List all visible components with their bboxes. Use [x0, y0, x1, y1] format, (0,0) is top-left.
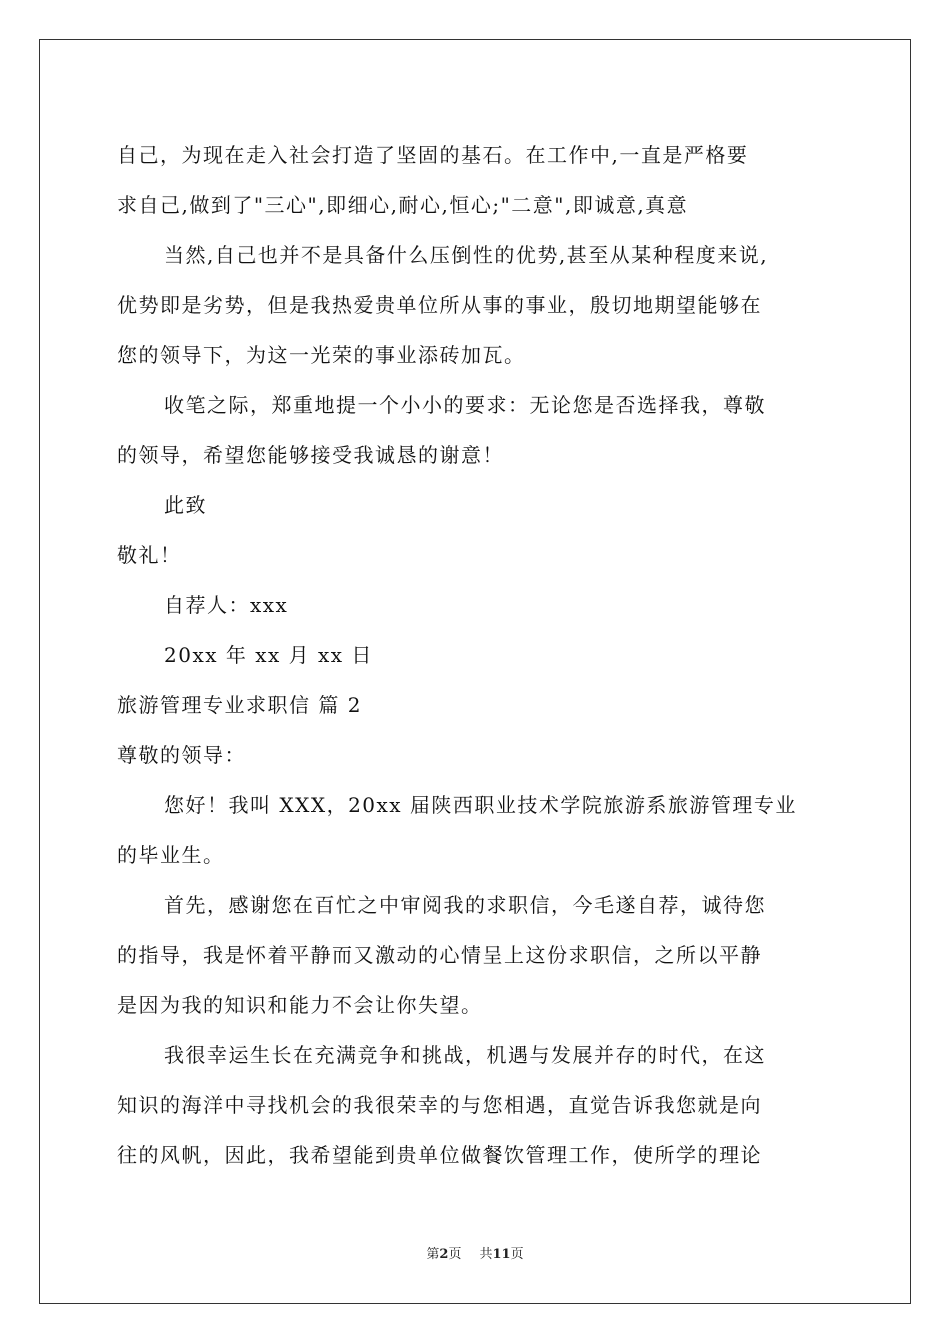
text-line: 的毕业生。	[117, 843, 225, 867]
text-line: 首先，感谢您在百忙之中审阅我的求职信，今毛遂自荐，诚待您	[164, 893, 766, 917]
page-footer	[0, 1247, 950, 1263]
total-suffix: 页	[510, 1247, 524, 1262]
greeting-line: 尊敬的领导：	[117, 743, 246, 767]
text-line: 的指导，我是怀着平静而又激动的心情呈上这份求职信，之所以平静	[117, 943, 762, 967]
text-line: 您好！我叫 XXX，20xx 届陕西职业技术学院旅游系旅游管理专业	[164, 793, 797, 817]
signature-line: 自荐人：xxx	[164, 593, 289, 617]
text-line: 您的领导下，为这一光荣的事业添砖加瓦。	[117, 343, 526, 367]
total-prefix: 共	[479, 1247, 493, 1262]
text-line: 自己，为现在走入社会打造了坚固的基石。在工作中,一直是严格要	[117, 143, 749, 167]
total-pages: 11	[492, 1247, 511, 1262]
page-number: 2	[439, 1247, 449, 1262]
closing-salutation: 此致	[164, 493, 207, 517]
text-line: 收笔之际，郑重地提一个小小的要求：无论您是否选择我，尊敬	[164, 393, 766, 417]
text-line: 我很幸运生长在充满竞争和挑战，机遇与发展并存的时代，在这	[164, 1043, 766, 1067]
text-line: 的领导，希望您能够接受我诚恳的谢意！	[117, 443, 504, 467]
document-body	[117, 130, 847, 1180]
closing-regards: 敬礼！	[117, 543, 182, 567]
text-line: 当然,自己也并不是具备什么压倒性的优势,甚至从某种程度来说,	[164, 243, 769, 267]
section-heading: 旅游管理专业求职信 篇 2	[117, 693, 362, 717]
text-line: 是因为我的知识和能力不会让你失望。	[117, 993, 483, 1017]
page-prefix: 第	[426, 1247, 440, 1262]
text-line: 优势即是劣势，但是我热爱贵单位所从事的事业，殷切地期望能够在	[117, 293, 762, 317]
text-line: 往的风帆，因此，我希望能到贵单位做餐饮管理工作，使所学的理论	[117, 1143, 762, 1167]
text-line: 知识的海洋中寻找机会的我很荣幸的与您相遇，直觉告诉我您就是向	[117, 1093, 762, 1117]
page-suffix: 页	[448, 1247, 462, 1262]
text-line: 求自己,做到了"三心",即细心,耐心,恒心;"二意",即诚意,真意	[117, 193, 689, 217]
date-line: 20xx 年 xx 月 xx 日	[164, 643, 373, 667]
